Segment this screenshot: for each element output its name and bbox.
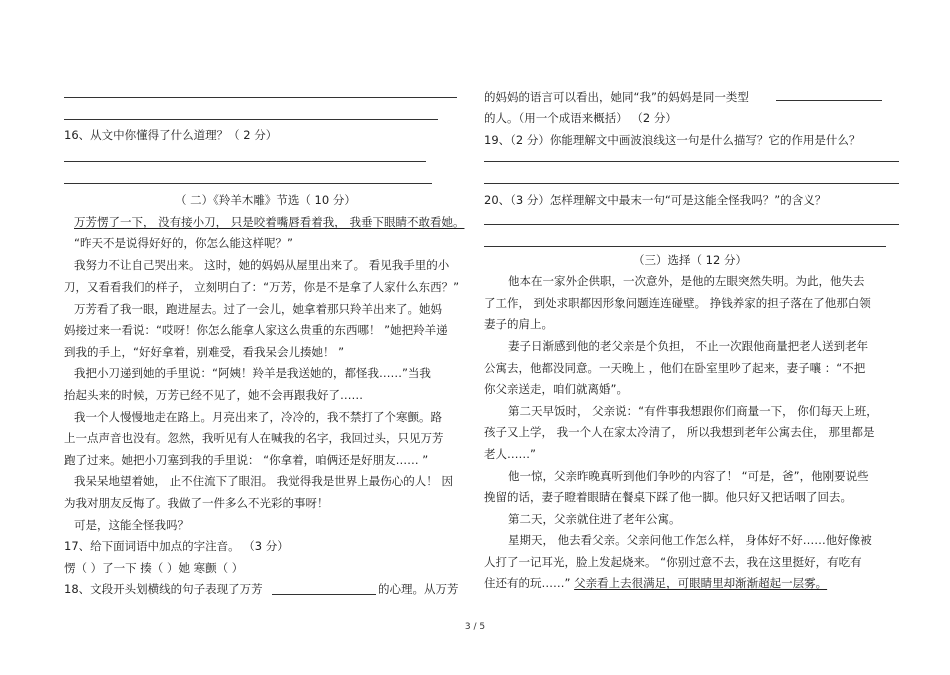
answer-line: [484, 183, 899, 184]
passage-line: 孩子又上学， 我一个人在家太冷清了， 所以我想到老年公寓去住， 那里都是: [484, 425, 875, 439]
section-3-title: （三）选择（ 12 分）: [633, 253, 747, 267]
passage-line: 抬起头来的时候，万芳已经不见了，她不会再跟我好了……: [64, 388, 363, 402]
passage-line: 妻子的肩上。: [484, 317, 553, 331]
passage-line: 我一个人慢慢地走在路上。月亮出来了，冷冷的，我不禁打了个寒颤。路: [74, 410, 442, 424]
answer-line: [272, 594, 376, 595]
passage-line: 人打了一记耳光，脸上发起烧来。 “你别过意不去，我在这里挺好，有吃有: [484, 555, 862, 569]
question-19: 19、（2 分）你能理解文中画波浪线这一句是什么描写？它的作用是什么？: [484, 133, 861, 147]
passage-line: 公寓去，他都没同意。一天晚上 ，他们在卧室里吵了起来，妻子嚷 ：“不把: [484, 361, 866, 375]
passage-line: 跑了过来。她把小刀塞到我的手里说： “你拿着，咱俩还是好朋友…… ”: [64, 453, 429, 467]
question-17: 17、给下面词语中加点的字注音。 （3 分）: [64, 539, 289, 553]
passage-line: 刀，又看看我们的样子， 立刻明白了：“万芳，你是不是拿了人家什么东西？”: [64, 280, 460, 294]
passage-line: 了工作， 到处求职都因形象问题连连碰壁。 挣钱养家的担子落在了他那白领: [484, 296, 871, 310]
passage-line: 妻子日渐感到他的老父亲是个负担， 不止一次跟他商量把老人送到老年: [508, 339, 869, 353]
answer-line: [64, 183, 432, 184]
question-18-suffix: 的心理。从万芳: [378, 582, 459, 596]
passage-line: 可是，这能全怪我吗？: [74, 518, 189, 532]
passage-line: 老人……”: [484, 447, 536, 461]
answer-line: [64, 97, 457, 98]
passage-line: 到我的手上，“好好拿着，别难受，看我呆会儿揍她！ ”: [64, 345, 345, 359]
answer-line: [484, 246, 886, 247]
underlined-sentence: 万芳愣了一下， 没有接小刀， 只是咬着嘴唇看着我， 我垂下眼睛不敢看她。: [74, 215, 465, 229]
passage-line: 他本在一家外企供职，一次意外，是他的左眼突然失明。为此，他失去: [508, 274, 865, 288]
question-16: 16、从文中你懂得了什么道理？（ 2 分）: [64, 128, 278, 142]
question-18-prefix: 18、文段开头划横线的句子表现了万芳: [64, 582, 263, 596]
passage-line: 星期天， 他去看父亲。父亲问他工作怎么样， 身体好不好……他好像被: [508, 533, 872, 547]
page-number: 3 / 5: [464, 622, 486, 632]
passage-line: 挽留的话，妻子瞪着眼睛在餐桌下踩了他一脚。他只好又把话咽了回去。: [484, 490, 852, 504]
passage-line: 上一点声音也没有。忽然，我听见有人在喊我的名字，我回过头，只见万芳: [64, 431, 444, 445]
question-18-continued: 的人。（用一个成语来概括） （2 分）: [484, 111, 677, 125]
section-2-title: （ 二）《羚羊木雕》节选（ 10 分）: [175, 193, 356, 207]
answer-line: [64, 161, 426, 162]
passage-line: 你父亲送走，咱们就离婚”。: [484, 382, 628, 396]
passage-line: 他一惊，父亲昨晚真听到他们争吵的内容了！ “可是，爸”，他刚要说些: [508, 469, 869, 483]
question-18-continued: 的妈妈的语言可以看出，她同“我”的妈妈是同一类型: [484, 90, 749, 104]
passage-line: 第二天早饭时， 父亲说：“有件事我想跟你们商量一下， 你们每天上班，: [508, 404, 878, 418]
passage-line: 为我对朋友反悔了。我做了一件多么不光彩的事呀！: [64, 496, 329, 510]
answer-line: [484, 224, 899, 225]
passage-line: 我努力不让自己哭出来。 这时，她的妈妈从屋里出来了。 看见我手里的小: [74, 258, 450, 272]
passage-line: [484, 576, 827, 590]
underlined-sentence: 父亲看上去很满足，可眼睛里却渐渐超起一层雾。: [574, 576, 828, 590]
passage-line: 第二天，父亲就住进了老年公寓。: [508, 512, 681, 526]
passage-line: “昨天不是说得好好的，你怎么能这样呢？”: [74, 236, 293, 250]
answer-line: [64, 119, 438, 120]
passage-line: 妈接过来一看说：“哎呀！你怎么能拿人家这么贵重的东西哪！ ”她把羚羊递: [64, 323, 448, 337]
answer-line: [776, 100, 882, 101]
passage-line: 万芳看了我一眼，跑进屋去。过了一会儿，她拿着那只羚羊出来了。她妈: [74, 302, 442, 316]
question-20: 20、（3 分）怎样理解文中最末一句“可是这能全怪我吗？”的含义？: [484, 193, 827, 207]
passage-text: 住还有的玩……”: [484, 576, 575, 590]
answer-line: [484, 161, 899, 162]
question-17-items: 愣（ ）了一下 揍（ ）她 寒颤（ ）: [64, 561, 244, 575]
passage-line: [74, 215, 464, 229]
passage-line: 我呆呆地望着她， 止不住流下了眼泪。 我觉得我是世界上最伤心的人！ 因: [74, 474, 453, 488]
passage-line: 我把小刀递到她的手里说：“阿姨！羚羊是我送她的，都怪我……”当我: [74, 366, 431, 380]
